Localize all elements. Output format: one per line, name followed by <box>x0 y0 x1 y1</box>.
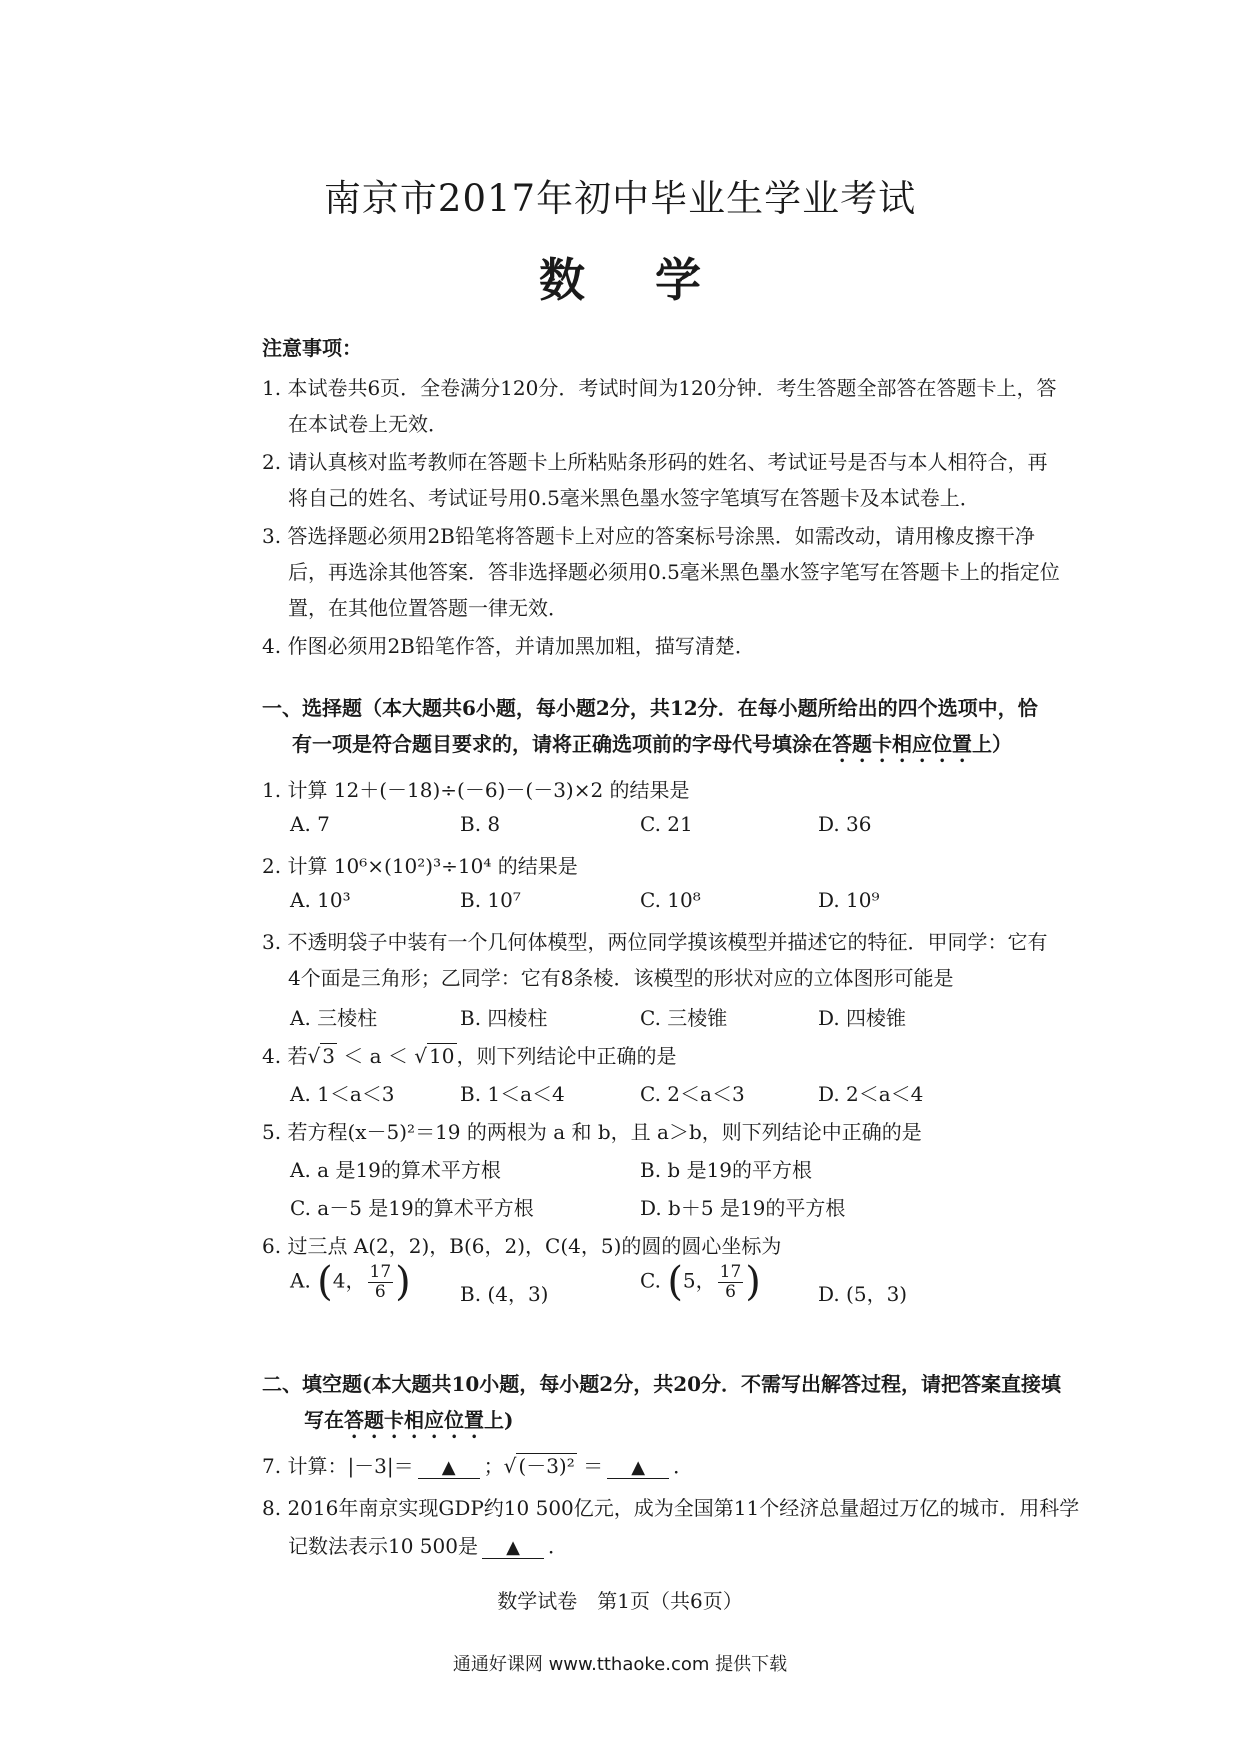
sqrt-symbol: √ <box>414 1044 428 1068</box>
note-line: 在本试卷上无效． <box>288 412 448 436</box>
note-line: 2. 请认真核对监考教师在答题卡上所粘贴条形码的姓名、考试证号是否与本人相符合，再 <box>262 450 1048 474</box>
question-3: 3. 不透明袋子中装有一个几何体模型，两位同学摸该模型并描述它的特征．甲同学：它有 <box>262 930 1048 954</box>
sqrt-symbol: √ <box>503 1454 517 1478</box>
emphasis-answer-card: 答题卡相应位置 <box>344 1408 484 1432</box>
q3-option-c: C. 三棱锥 <box>640 1006 728 1030</box>
emphasis-answer-card: 答题卡相应位置 <box>832 732 972 756</box>
q6-option-d: D. (5，3) <box>818 1282 908 1306</box>
note-line: 4. 作图必须用2B铅笔作答，并请加黑加粗，描写清楚． <box>262 634 755 658</box>
section1-heading: 一、选择题（本大题共6小题，每小题2分，共12分．在每小题所给出的四个选项中，恰 <box>262 696 1038 720</box>
fill-question-8-cont: 记数法表示10 500是 ▲ ． <box>288 1534 568 1558</box>
note-line: 置，在其他位置答题一律无效． <box>288 596 568 620</box>
triangle-icon: ▲ <box>631 1457 646 1478</box>
fill-question-7: 7. 计算：|－3|＝ ▲ ；√ (－3)² ＝ ▲ ． <box>262 1454 694 1478</box>
question-3-cont: 4个面是三角形；乙同学：它有8条棱．该模型的形状对应的立体图形可能是 <box>288 966 954 990</box>
q6-option-b: B. (4，3) <box>460 1282 549 1306</box>
fill-question-8: 8. 2016年南京实现GDP约10 500亿元，成为全国第11个经济总量超过万亿的城市．用科学 <box>262 1496 1080 1520</box>
sqrt-symbol: √ <box>307 1044 321 1068</box>
fraction: $\frac{17}{6}$ <box>719 1261 742 1302</box>
download-watermark: 通通好课网 www.tthaoke.com 提供下载 <box>452 1654 788 1675</box>
notes-heading: 注意事项： <box>262 336 362 360</box>
q4-option-c: C. 2＜a＜3 <box>640 1082 745 1106</box>
q5-option-c: C. a－5 是19的算术平方根 <box>290 1196 534 1220</box>
q2-option-d: D. 10⁹ <box>818 888 880 912</box>
q4-option-b: B. 1＜a＜4 <box>460 1082 565 1106</box>
q3-option-d: D. 四棱锥 <box>818 1006 907 1030</box>
exam-subject: 数学 <box>539 253 771 307</box>
note-line: 3. 答选择题必须用2B铅笔将答题卡上对应的答案标号涂黑．如需改动，请用橡皮擦干净 <box>262 524 1035 548</box>
answer-blank <box>607 1454 669 1479</box>
question-1: 1. 计算 12＋(－18)÷(－6)－(－3)×2 的结果是 <box>262 778 690 802</box>
q2-option-a: A. 10³ <box>290 888 351 912</box>
q3-option-a: A. 三棱柱 <box>290 1006 378 1030</box>
question-5: 5. 若方程(x－5)²＝19 的两根为 a 和 b，且 a＞b，则下列结论中正确的是 <box>262 1120 922 1144</box>
q6-option-a: A. (4， $\frac{17}{6}$ ) <box>290 1259 411 1305</box>
q6-option-c: C. (5， $\frac{17}{6}$ ) <box>640 1259 761 1305</box>
q1-option-d: D. 36 <box>818 812 872 836</box>
q5-option-a: A. a 是19的算术平方根 <box>290 1158 501 1182</box>
q1-option-b: B. 8 <box>460 812 501 836</box>
section1-heading-cont: 有一项是符合题目要求的，请将正确选项前的字母代号填涂在答题卡相应位置上） <box>292 732 1012 756</box>
exam-title: 南京市2017年初中毕业生学业考试 <box>323 177 917 220</box>
triangle-icon: ▲ <box>506 1537 520 1558</box>
fraction: $\frac{17}{6}$ <box>369 1261 392 1302</box>
question-4: 4. 若√ 3 ＜ a ＜ √ 10 ，则下列结论中正确的是 <box>262 1044 677 1068</box>
q4-option-a: A. 1＜a＜3 <box>290 1082 395 1106</box>
q2-option-b: B. 10⁷ <box>460 888 521 912</box>
note-line: 将自己的姓名、考试证号用0.5毫米黑色墨水签字笔填写在答题卡及本试卷上． <box>288 486 980 510</box>
q2-option-c: C. 10⁸ <box>640 888 701 912</box>
q5-option-b: B. b 是19的平方根 <box>640 1158 813 1182</box>
q1-option-a: A. 7 <box>290 812 330 836</box>
triangle-icon: ▲ <box>441 1457 456 1478</box>
q4-option-d: D. 2＜a＜4 <box>818 1082 924 1106</box>
answer-blank <box>482 1534 544 1559</box>
q5-option-d: D. b＋5 是19的平方根 <box>640 1196 846 1220</box>
note-line: 后，再选涂其他答案．答非选择题必须用0.5毫米黑色墨水签字笔写在答题卡上的指定位 <box>288 560 1060 584</box>
q3-option-b: B. 四棱柱 <box>460 1006 548 1030</box>
page-footer: 数学试卷 第1页（共6页） <box>497 1589 743 1613</box>
note-line: 1. 本试卷共6页．全卷满分120分．考试时间为120分钟．考生答题全部答在答题卡上，答 <box>262 376 1057 400</box>
section2-heading-cont: 写在答题卡相应位置上) <box>304 1408 514 1432</box>
answer-blank <box>418 1454 480 1479</box>
q1-option-c: C. 21 <box>640 812 693 836</box>
question-2: 2. 计算 10⁶×(10²)³÷10⁴ 的结果是 <box>262 854 578 878</box>
question-6: 6. 过三点 A(2，2)，B(6，2)，C(4，5)的圆的圆心坐标为 <box>262 1234 782 1258</box>
section2-heading: 二、填空题(本大题共10小题，每小题2分，共20分．不需写出解答过程，请把答案直接填 <box>262 1372 1062 1396</box>
